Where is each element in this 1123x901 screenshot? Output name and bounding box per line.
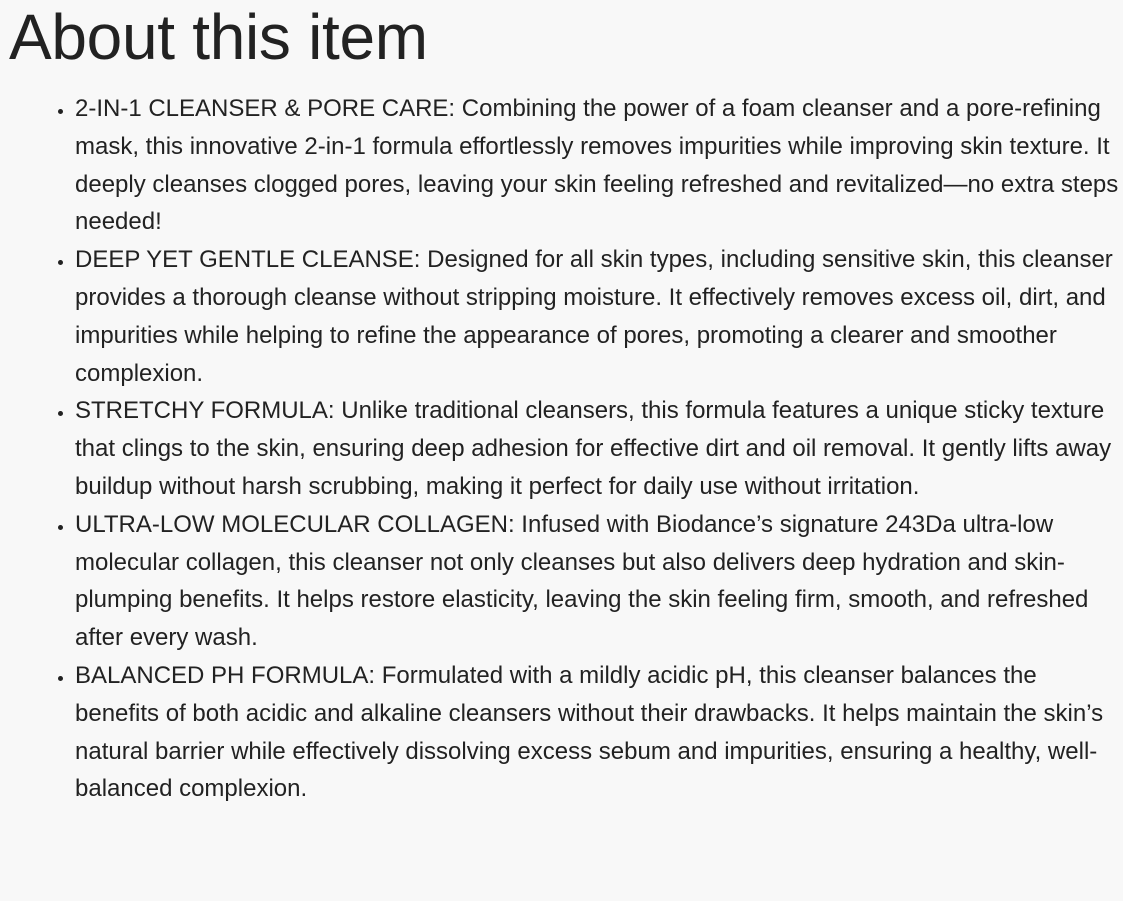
- feature-bullet-item: [75, 657, 1123, 808]
- feature-bullet-item: [75, 392, 1123, 505]
- feature-bullet-text: 2-IN-1 CLEANSER & PORE CARE: Combining the power of a foam cleanser and a pore-refining mask, this innovative 2-in-1 formula effortlessly removes impurities while improving skin texture. It deeply cleanses clogged pores, leaving your skin feeling refreshed and revitalized—no extra steps needed!: [75, 95, 1119, 236]
- feature-bullet-text: BALANCED PH FORMULA: Formulated with a mildly acidic pH, this cleanser balances the benefits of both acidic and alkaline cleansers without their drawbacks. It helps maintain the skin’s natural barrier while effectively dissolving excess sebum and impurities, ensuring a healthy, well-balanced complexion.: [75, 661, 1104, 803]
- feature-bullet-text: STRETCHY FORMULA: Unlike traditional cleansers, this formula features a unique sticky texture that clings to the skin, ensuring deep adhesion for effective dirt and oil removal. It gently lifts away buildup without harsh scrubbing, making it perfect for daily use without irritation.: [75, 397, 1112, 500]
- feature-bullet-text: DEEP YET GENTLE CLEANSE: Designed for all skin types, including sensitive skin, this cleanser provides a thorough cleanse without stripping moisture. It effectively removes excess oil, dirt, and impurities while helping to refine the appearance of pores, promoting a clearer and smoother complexion.: [75, 246, 1113, 387]
- feature-bullet-item: [75, 241, 1123, 392]
- section-title: About this item: [9, 1, 428, 73]
- feature-bullet-item: [75, 90, 1123, 241]
- feature-bullet-list: [9, 90, 1123, 808]
- about-this-item-section: [0, 1, 1123, 808]
- feature-bullet-text: ULTRA-LOW MOLECULAR COLLAGEN: Infused with Biodance’s signature 243Da ultra-low molecular collagen, this cleanser not only cleanses but also delivers deep hydration and skin-plumping benefits. It helps restore elasticity, leaving the skin feeling firm, smooth, and refreshed after every wash.: [75, 510, 1089, 652]
- feature-bullet-item: [75, 506, 1123, 657]
